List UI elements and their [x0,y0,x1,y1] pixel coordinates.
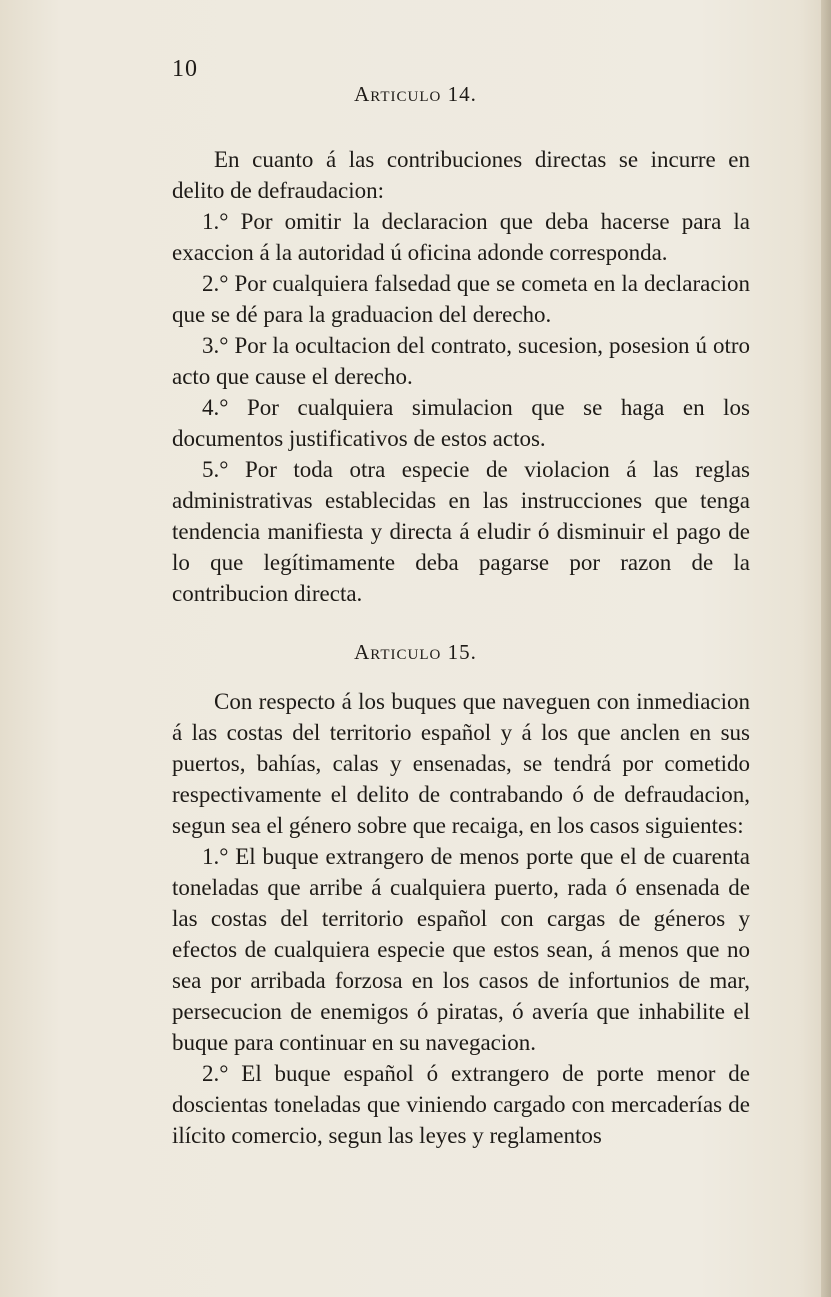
article-14-item-5: 5.° Por toda otra especie de violacion á las reglas administrativas establecidas en las instrucciones que tenga tendencia manifiesta y directa á eludir ó disminuir el pago de lo que legítimamente deba pagarse por razon de la contribucion directa. [172,457,750,606]
article-14-item-2: 2.° Por cualquiera falsedad que se cometa en la declaracion que se dé para la graduacion del derecho. [172,271,750,327]
article-14-intro: En cuanto á las contribuciones directas se incurre en delito de defraudacion: [172,147,750,203]
article-15-heading: Articulo 15. [354,640,477,664]
article-14-item-1: 1.° Por omitir la declaracion que deba hacerse para la exaccion á la autoridad ú oficina adonde corresponda. [172,209,750,265]
article-15-item-1: 1.° El buque extrangero de menos porte que el de cuarenta toneladas que arribe á cualquiera puerto, rada ó ensenada de las costas del territorio español con cargas de géneros y efectos de cualquiera especie que estos sean, á menos que no sea por arribada forzosa en los casos de infortunios de mar, persecucion de enemigos ó piratas, ó avería que inhabilite el buque para continuar en su navegacion. [172,844,750,1055]
article-15-intro: Con respecto á los buques que naveguen con inmediacion á las costas del territorio español y á los que anclen en sus puertos, bahías, calas y ensenadas, se tendrá por cometido respectivamente el delito de contrabando ó de defraudacion, segun sea el género sobre que recaiga, en los casos siguientes: [172,689,750,838]
article-14-body [172,144,750,609]
article-15-body [172,686,750,1151]
article-14-heading: Articulo 14. [354,82,477,106]
article-15-item-2: 2.° El buque español ó extrangero de porte menor de doscientas toneladas que viniendo cargado con mercaderías de ilícito comercio, segun las leyes y reglamentos [172,1061,750,1148]
article-14-item-4: 4.° Por cualquiera simulacion que se haga en los documentos justificativos de estos actos. [172,395,750,451]
article-14-item-3: 3.° Por la ocultacion del contrato, sucesion, posesion ú otro acto que cause el derecho. [172,333,750,389]
page-number: 10 [172,56,198,82]
